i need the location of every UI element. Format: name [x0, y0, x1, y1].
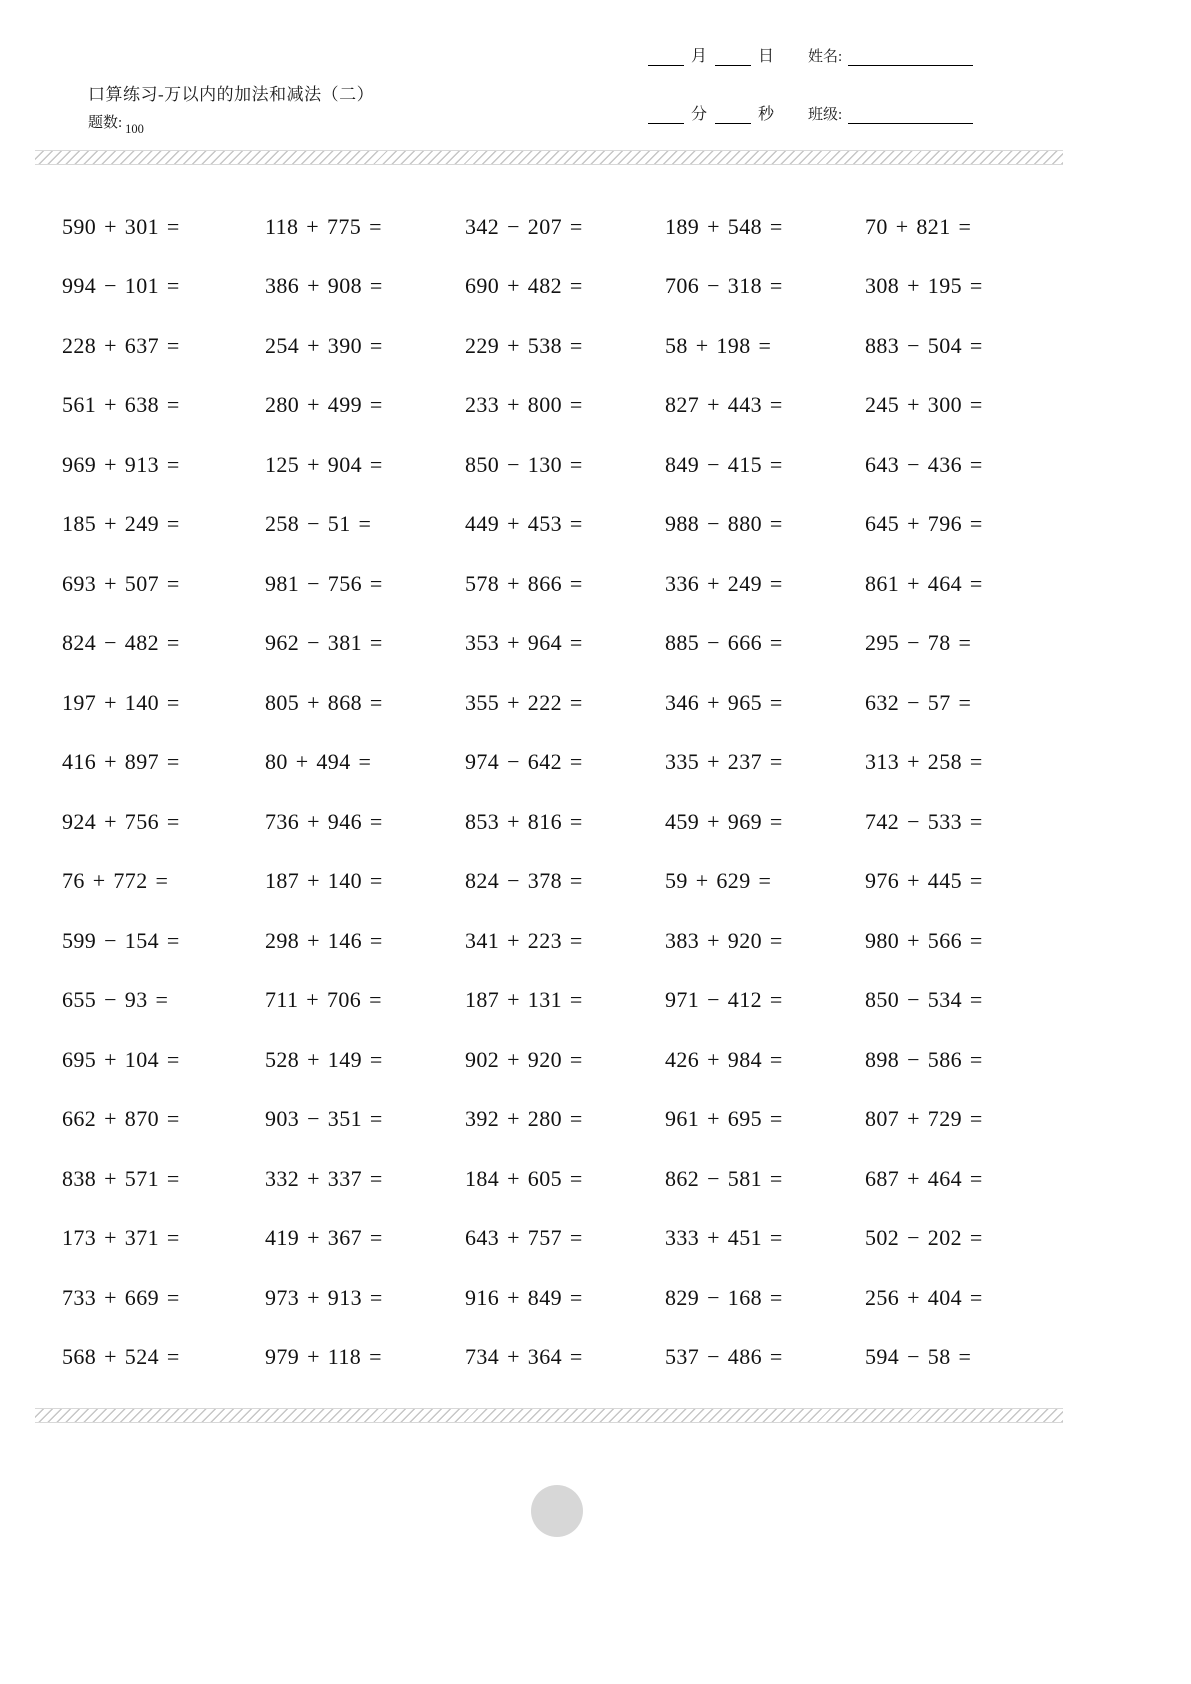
top-divider [35, 150, 1063, 165]
problem: 742 − 533 = [865, 808, 983, 834]
problem: 850 − 130 = [465, 451, 583, 477]
problem: 58 + 198 = [665, 332, 772, 358]
problem: 528 + 149 = [265, 1046, 383, 1072]
problem: 861 + 464 = [865, 570, 983, 596]
problem: 974 − 642 = [465, 749, 583, 775]
bottom-divider [35, 1408, 1063, 1423]
problem: 980 + 566 = [865, 927, 983, 953]
problem-count [88, 111, 374, 136]
problem: 643 + 757 = [465, 1225, 583, 1251]
problem: 245 + 300 = [865, 392, 983, 418]
problem: 229 + 538 = [465, 332, 583, 358]
problem: 386 + 908 = [265, 273, 383, 299]
problem: 280 + 499 = [265, 392, 383, 418]
problem: 313 + 258 = [865, 749, 983, 775]
problem: 971 − 412 = [665, 987, 783, 1013]
problem: 916 + 849 = [465, 1284, 583, 1310]
problem: 590 + 301 = [62, 213, 180, 239]
problem-count-value: 100 [125, 122, 144, 136]
month-label: 月 [691, 48, 708, 65]
problem: 353 + 964 = [465, 630, 583, 656]
problem: 736 + 946 = [265, 808, 383, 834]
name-blank [848, 48, 973, 66]
problem: 903 − 351 = [265, 1106, 383, 1132]
problem: 850 − 534 = [865, 987, 983, 1013]
date-name-row [648, 44, 973, 66]
problems-grid [62, 197, 1012, 1387]
problem: 594 − 58 = [865, 1344, 972, 1370]
second-label: 秒 [758, 106, 775, 123]
problem: 336 + 249 = [665, 570, 783, 596]
problem: 924 + 756 = [62, 808, 180, 834]
problem: 308 + 195 = [865, 273, 983, 299]
problem: 690 + 482 = [465, 273, 583, 299]
problem: 805 + 868 = [265, 689, 383, 715]
problem: 459 + 969 = [665, 808, 783, 834]
problem: 355 + 222 = [465, 689, 583, 715]
problem: 80 + 494 = [265, 749, 372, 775]
problem: 862 − 581 = [665, 1165, 783, 1191]
problem: 693 + 507 = [62, 570, 180, 596]
problem: 898 − 586 = [865, 1046, 983, 1072]
problem: 184 + 605 = [465, 1165, 583, 1191]
problem: 295 − 78 = [865, 630, 972, 656]
footer-circle [531, 1485, 583, 1537]
problem: 883 − 504 = [865, 332, 983, 358]
problem: 118 + 775 = [265, 213, 382, 239]
problem: 643 − 436 = [865, 451, 983, 477]
problem: 976 + 445 = [865, 868, 983, 894]
day-blank [715, 48, 751, 66]
problem-count-label: 题数: [88, 115, 123, 131]
problem: 711 + 706 = [265, 987, 382, 1013]
problem: 824 − 378 = [465, 868, 583, 894]
problem: 59 + 629 = [665, 868, 772, 894]
problem: 228 + 637 = [62, 332, 180, 358]
problem: 449 + 453 = [465, 511, 583, 537]
problem: 807 + 729 = [865, 1106, 983, 1132]
problem: 426 + 984 = [665, 1046, 783, 1072]
problem: 125 + 904 = [265, 451, 383, 477]
problem: 662 + 870 = [62, 1106, 180, 1132]
problem: 969 + 913 = [62, 451, 180, 477]
problem: 849 − 415 = [665, 451, 783, 477]
problem: 599 − 154 = [62, 927, 180, 953]
problem: 632 − 57 = [865, 689, 972, 715]
class-blank [848, 106, 973, 124]
problem: 335 + 237 = [665, 749, 783, 775]
problem: 189 + 548 = [665, 213, 783, 239]
problem: 973 + 913 = [265, 1284, 383, 1310]
problem: 70 + 821 = [865, 213, 972, 239]
problem: 187 + 140 = [265, 868, 383, 894]
problem: 342 − 207 = [465, 213, 583, 239]
problem: 333 + 451 = [665, 1225, 783, 1251]
problem: 981 − 756 = [265, 570, 383, 596]
problem: 258 − 51 = [265, 511, 372, 537]
problem: 994 − 101 = [62, 273, 180, 299]
problem: 185 + 249 = [62, 511, 180, 537]
problem: 197 + 140 = [62, 689, 180, 715]
problem: 568 + 524 = [62, 1344, 180, 1370]
problem: 645 + 796 = [865, 511, 983, 537]
problem: 838 + 571 = [62, 1165, 180, 1191]
problem: 76 + 772 = [62, 868, 169, 894]
problem: 962 − 381 = [265, 630, 383, 656]
problem: 853 + 816 = [465, 808, 583, 834]
class-label: 班级: [808, 107, 843, 123]
problem: 383 + 920 = [665, 927, 783, 953]
problem: 824 − 482 = [62, 630, 180, 656]
problem: 961 + 695 = [665, 1106, 783, 1132]
problem: 733 + 669 = [62, 1284, 180, 1310]
problem: 988 − 880 = [665, 511, 783, 537]
header-left [88, 80, 375, 136]
problem: 233 + 800 = [465, 392, 583, 418]
problem: 173 + 371 = [62, 1225, 180, 1251]
problem: 254 + 390 = [265, 332, 383, 358]
problem: 655 − 93 = [62, 987, 169, 1013]
problem: 902 + 920 = [465, 1046, 583, 1072]
problem: 502 − 202 = [865, 1225, 983, 1251]
problem: 332 + 337 = [265, 1165, 383, 1191]
problem: 341 + 223 = [465, 927, 583, 953]
minute-blank [648, 106, 684, 124]
day-label: 日 [758, 48, 775, 65]
problem: 829 − 168 = [665, 1284, 783, 1310]
problem: 578 + 866 = [465, 570, 583, 596]
problem: 885 − 666 = [665, 630, 783, 656]
second-blank [715, 106, 751, 124]
problem: 827 + 443 = [665, 392, 783, 418]
problem: 734 + 364 = [465, 1344, 583, 1370]
problem: 537 − 486 = [665, 1344, 783, 1370]
time-class-row [648, 102, 973, 124]
problem: 695 + 104 = [62, 1046, 180, 1072]
problem: 298 + 146 = [265, 927, 383, 953]
name-label: 姓名: [808, 49, 843, 65]
problem: 392 + 280 = [465, 1106, 583, 1132]
problem: 346 + 965 = [665, 689, 783, 715]
month-blank [648, 48, 684, 66]
problem: 687 + 464 = [865, 1165, 983, 1191]
problem: 416 + 897 = [62, 749, 180, 775]
problem: 979 + 118 = [265, 1344, 382, 1370]
problem: 256 + 404 = [865, 1284, 983, 1310]
minute-label: 分 [691, 106, 708, 123]
problem: 187 + 131 = [465, 987, 583, 1013]
problem: 419 + 367 = [265, 1225, 383, 1251]
problem: 706 − 318 = [665, 273, 783, 299]
problem: 561 + 638 = [62, 392, 180, 418]
page-title: 口算练习-万以内的加法和减法（二） [88, 85, 375, 104]
